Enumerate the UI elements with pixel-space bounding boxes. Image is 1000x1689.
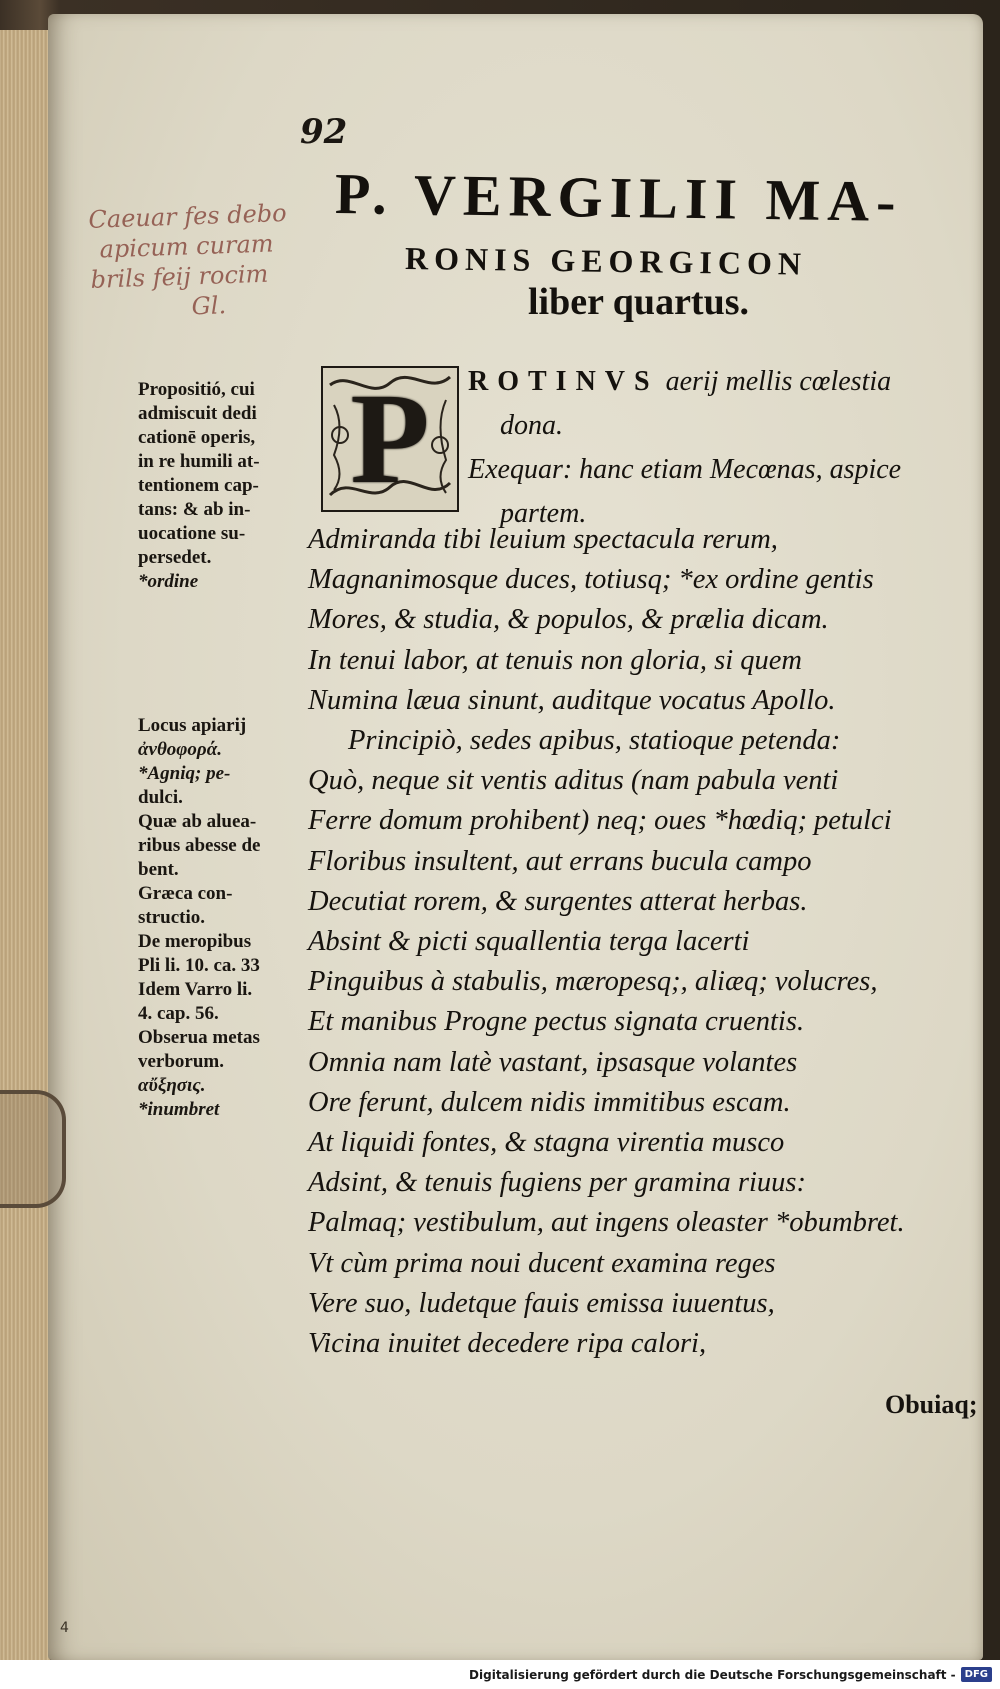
margin-note-line: uocatione su- bbox=[138, 523, 246, 544]
footer-credit: Digitalisierung gefördert durch die Deutsche Forschungsgemeinschaft - bbox=[469, 1667, 956, 1682]
handwritten-line: apicum curam bbox=[99, 229, 275, 264]
verse-line: Numina læua sinunt, auditque vocatus Apollo. bbox=[308, 684, 836, 716]
decorated-initial bbox=[320, 365, 460, 513]
margin-note-line: Locus apiarij bbox=[138, 715, 247, 736]
opening-line-1 bbox=[468, 360, 988, 404]
margin-note-line: cationē operis, bbox=[138, 427, 256, 448]
margin-note-line bbox=[138, 618, 308, 642]
title-line-2: RONIS GEORGICON bbox=[404, 240, 808, 282]
margin-note-line: structio. bbox=[138, 907, 206, 928]
initial-letter: P bbox=[350, 367, 430, 511]
dfg-logo-icon: DFG bbox=[961, 1667, 992, 1682]
margin-note-line: ἀνθοφορά. bbox=[138, 739, 222, 760]
verse-line: Palmaq; vestibulum, aut ingens oleaster *obumbret. bbox=[308, 1207, 905, 1239]
margin-note-line: Pli li. 10. ca. 33 bbox=[138, 955, 260, 976]
verse-line: Adsint, & tenuis fugiens per gramina riuus: bbox=[308, 1167, 806, 1199]
margin-note-line bbox=[138, 666, 308, 690]
opening-line-4: partem. bbox=[500, 498, 587, 529]
margin-note-line: tentionem cap- bbox=[138, 475, 259, 496]
catchword: Obuiaq; bbox=[885, 1390, 978, 1419]
opening-caps: ROTINVS bbox=[468, 366, 659, 397]
verse-line: Quò, neque sit ventis aditus (nam pabula venti bbox=[308, 765, 839, 797]
margin-note-line: verborum. bbox=[138, 1051, 225, 1072]
margin-note-line: *inumbret bbox=[138, 1099, 220, 1120]
verse-line: Vicina inuitet decedere ripa calori, bbox=[308, 1328, 707, 1360]
verse-line: Decutiat rorem, & surgentes atterat herbas. bbox=[308, 885, 808, 917]
margin-note-line: ribus abesse de bbox=[138, 835, 261, 856]
verse-line: Et manibus Progne pectus signata cruentis. bbox=[308, 1006, 805, 1038]
margin-note-line bbox=[138, 594, 308, 618]
verse-line: Floribus insultent, aut errans bucula campo bbox=[308, 845, 812, 877]
margin-note-line: bent. bbox=[138, 859, 179, 880]
handwritten-line: Gl. bbox=[191, 291, 227, 321]
page-edge-stack bbox=[0, 30, 50, 1660]
margin-note-line: De meropibus bbox=[138, 931, 252, 952]
margin-note-line: persedet. bbox=[138, 547, 212, 568]
verse-line: Vere suo, ludetque fauis emissa iuuentus, bbox=[308, 1287, 775, 1319]
verse-line: Ore ferunt, dulcem nidis immitibus escam. bbox=[308, 1086, 791, 1118]
margin-note-line bbox=[138, 690, 308, 714]
verse-line: At liquidi fontes, & stagna virentia musco bbox=[308, 1127, 785, 1159]
verse-line: Absint & picti squallentia terga lacerti bbox=[308, 926, 750, 958]
verse-line: Admiranda tibi leuium spectacula rerum, bbox=[308, 524, 778, 555]
verse-line: Omnia nam latè vastant, ipsasque volantes bbox=[308, 1046, 798, 1078]
margin-note-line: Quæ ab aluea- bbox=[138, 811, 257, 832]
verse-line: Vt cùm prima noui ducent examina reges bbox=[308, 1247, 776, 1279]
margin-note-line: *ordine bbox=[138, 571, 199, 592]
margin-note-line: dulci. bbox=[138, 787, 183, 808]
opening-line-3: Exequar: hanc etiam Mecœnas, aspice bbox=[468, 454, 902, 485]
handwritten-annotation bbox=[88, 195, 372, 325]
verse-line: Mores, & studia, & populos, & prælia dicam. bbox=[308, 604, 829, 636]
margin-note-line: tans: & ab in- bbox=[138, 499, 251, 520]
verse-block bbox=[308, 520, 988, 1364]
verse-line: Magnanimosque duces, totiusq; *ex ordine gentis bbox=[308, 564, 874, 596]
margin-note-line: Propositió, cui bbox=[138, 379, 255, 400]
margin-note-line: *Agniq; pe- bbox=[138, 763, 231, 784]
margin-note-line: Idem Varro li. bbox=[138, 979, 253, 1000]
verse-line: Pinguibus à stabulis, mæropesq;, aliæq; volucres, bbox=[308, 966, 878, 998]
verse-line: Ferre domum prohibent) neq; oues *hœdiq; petulci bbox=[308, 805, 892, 837]
margin-note-line: Obserua metas bbox=[138, 1027, 260, 1048]
margin-note-line: αὔξησις. bbox=[138, 1075, 206, 1096]
book-clasp bbox=[0, 1090, 66, 1208]
handwritten-line: Caeuar fes debo bbox=[88, 199, 288, 234]
opening-line-2: dona. bbox=[500, 410, 563, 441]
margin-notes bbox=[138, 378, 308, 1122]
margin-note-line: admiscuit dedi bbox=[138, 403, 257, 424]
margin-note-line: 4. cap. 56. bbox=[138, 1003, 219, 1024]
verse-line: Principiò, sedes apibus, statioque petenda: bbox=[348, 725, 841, 757]
margin-note-line bbox=[138, 642, 308, 666]
title-line-1: P. VERGILII MA- bbox=[334, 161, 903, 234]
opening-lines bbox=[468, 360, 988, 536]
verse-line: In tenui labor, at tenuis non gloria, si quem bbox=[308, 644, 802, 676]
margin-note-line: in re humili at- bbox=[138, 451, 260, 472]
page-number: 92 bbox=[300, 112, 348, 152]
digitization-footer bbox=[0, 1660, 1000, 1689]
title-line-3: liber quartus. bbox=[528, 281, 750, 323]
signature-mark: 4 bbox=[60, 1620, 69, 1636]
margin-note-line: Græca con- bbox=[138, 883, 233, 904]
handwritten-line: brils feij rocim bbox=[90, 259, 269, 294]
opening-continuation: aerij mellis cœlestia bbox=[665, 366, 892, 397]
